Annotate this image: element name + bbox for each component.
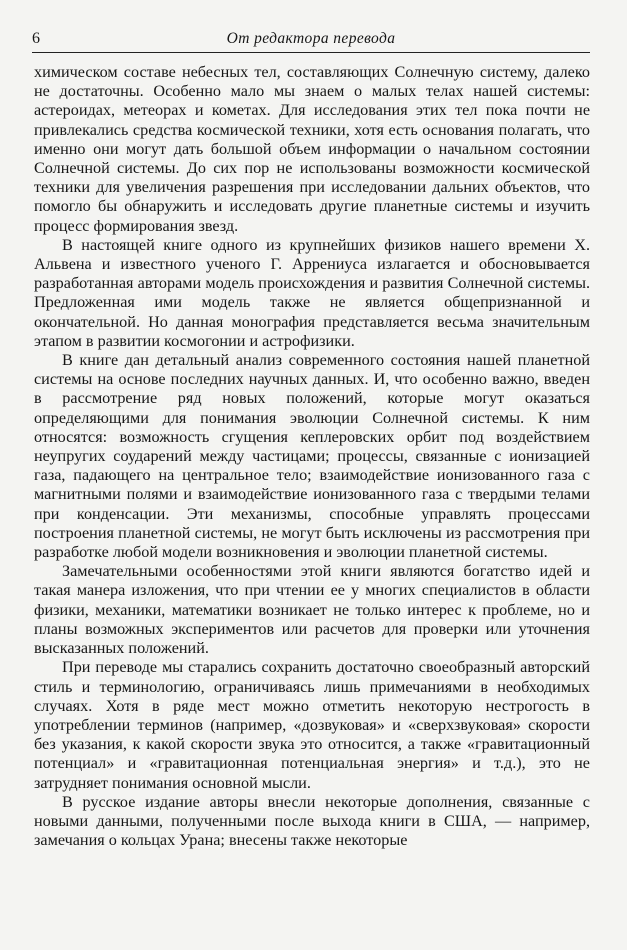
running-title: От редактора перевода (226, 30, 396, 47)
body-text (34, 63, 590, 850)
paragraph: Замечательными особенностями этой книги являются богатство идей и такая манера изложения, что при чтении ее у многих специалистов в области физики, механики, математики возникает не только интерес к проблеме, но и планы возможных экспериментов или расчетов для проверки или уточнения высказанных положений. (34, 562, 590, 658)
paragraph: В книге дан детальный анализ современного состояния нашей планетной системы на основе последних научных данных. И, что особенно важно, введен в рассмотрение ряд новых положений, которые могут оказаться определяющими для понимания эволюции Солнечной системы. К ним относятся: возможность сгущения кеплеровских орбит под воздействием неупругих соударений между частицами; процессы, связанные с ионизацией газа, падающего на центральное тело; взаимодействие ионизованного газа с магнитными полями и взаимодействие ионизованного газа с твердыми телами при конденсации. Эти механизмы, способные управлять процессами построения планетной системы, не могут быть исключены из рассмотрения при разработке любой модели возникновения и эволюции планетной системы. (34, 351, 590, 562)
paragraph-continued: химическом составе небесных тел, составляющих Солнечную систему, далеко не достаточны. Особенно мало мы знаем о малых телах нашей системы: астероидах, метеорах и кометах. Для исследования этих тел пока почти не привлекались средства космической техники, хотя есть основания полагать, что именно они могут дать большой объем информации о начальном состоянии Солнечной системы. До сих пор не использованы возможности космической техники для увеличения разрешения при исследовании дальних объектов, что помогло бы обнаружить и исследовать другие планетные системы и изучить процесс формирования звезд. (34, 63, 590, 235)
page-header (32, 30, 590, 53)
page-number: 6 (32, 30, 40, 47)
paragraph: При переводе мы старались сохранить достаточно своеобразный авторский стиль и терминологию, ограничиваясь лишь примечаниями в необходимых случаях. Хотя в ряде мест можно отметить некоторую нестрогость в употреблении терминов (например, «дозвуковая» и «сверхзвуковая» скорости без указания, к какой скорости звука это относится, а также «гравитационный потенциал» и «гравитационная потенциальная энергия» и т.д.), это не затрудняет понимания основной мысли. (34, 658, 590, 792)
paragraph: В настоящей книге одного из крупнейших физиков нашего времени Х. Альвена и известного ученого Г. Аррениуса излагается и обосновывается разработанная авторами модель происхождения и развития Солнечной системы. Предложенная ими модель также не является общепризнанной и окончательной. Но данная монография представляется весьма значительным этапом в развитии космогонии и астрофизики. (34, 235, 590, 350)
paragraph: В русское издание авторы внесли некоторые дополнения, связанные с новыми данными, полученными после выхода книги в США, — например, замечания о кольцах Урана; внесены также некоторые (34, 792, 590, 850)
